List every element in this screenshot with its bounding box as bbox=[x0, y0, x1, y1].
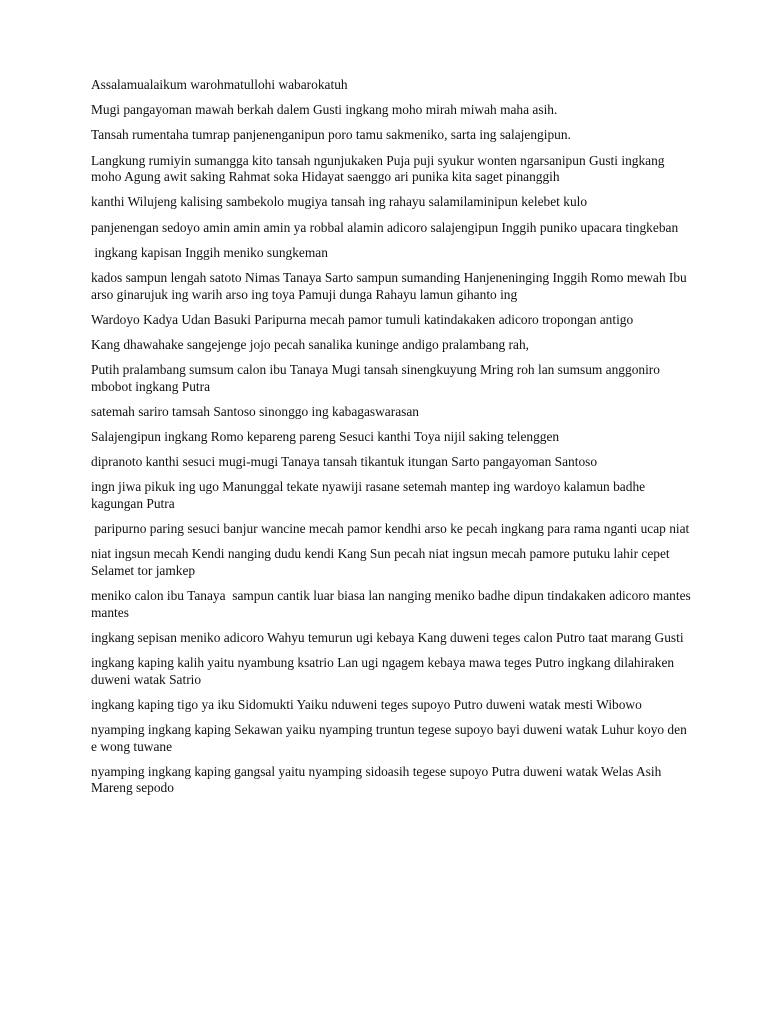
paragraph: ingkang kapisan Inggih meniko sungkeman bbox=[91, 244, 328, 260]
paragraph: niat ingsun mecah Kendi nanging dudu kendi Kang Sun pecah niat ingsun mecah pamore putuku lahir cepet Selamet tor jamkep bbox=[91, 546, 673, 578]
paragraph: dipranoto kanthi sesuci mugi-mugi Tanaya tansah tikantuk itungan Sarto pangayoman Santoso bbox=[91, 454, 598, 470]
paragraph: Tansah rumentaha tumrap panjenenganipun poro tamu sakmeniko, sarta ing salajengipun. bbox=[91, 127, 571, 143]
paragraph: ingkang kaping kalih yaitu nyambung ksatrio Lan ugi ngagem kebaya mawa teges Putro ingkang dilahiraken duweni watak Satrio bbox=[91, 655, 678, 687]
paragraph: Langkung rumiyin sumangga kito tansah ngunjukaken Puja puji syukur wonten ngarsanipun Gusti ingkang moho Agung awit saking Rahmat soka Hidayat saenggo ari punika kita saget pinanggih bbox=[91, 152, 668, 185]
paragraph: satemah sariro tamsah Santoso sinonggo ing kabagaswarasan bbox=[91, 403, 419, 419]
paragraph: nyamping ingkang kaping Sekawan yaiku nyamping truntun tegese supoyo bayi duweni watak Luhur koyo den e wong tuwane bbox=[91, 722, 691, 754]
paragraph: nyamping ingkang kaping gangsal yaitu nyamping sidoasih tegese supoyo Putra duweni watak Welas Asih Mareng sepodo bbox=[91, 763, 665, 796]
paragraph: Mugi pangayoman mawah berkah dalem Gusti ingkang moho mirah miwah maha asih. bbox=[91, 102, 558, 118]
paragraph-greeting: Assalamualaikum warohmatullohi wabarokatuh bbox=[91, 77, 348, 92]
paragraph: Putih pralambang sumsum calon ibu Tanaya Mugi tansah sinengkuyung Mring roh lan sumsum anggoniro mbobot ingkang Putra bbox=[91, 362, 664, 394]
paragraph: paripurno paring sesuci banjur wancine mecah pamor kendhi arso ke pecah ingkang para rama nganti ucap niat bbox=[91, 521, 690, 537]
paragraph: ingkang sepisan meniko adicoro Wahyu temurun ugi kebaya Kang duweni teges calon Putro taat marang Gusti bbox=[91, 629, 684, 645]
paragraph: kados sampun lengah satoto Nimas Tanaya Sarto sampun sumanding Hanjeneninging Inggih Romo mewah Ibu arso ginarujuk ing warih arso ing toya Pamuji dunga Rahayu lamun gihanto ing bbox=[91, 269, 691, 302]
paragraph: meniko calon ibu Tanaya sampun cantik luar biasa lan nanging meniko badhe dipun tindakaken adicoro mantes mantes bbox=[91, 588, 695, 620]
paragraph: ingn jiwa pikuk ing ugo Manunggal tekate nyawiji rasane setemah mantep ing wardoyo kalamun badhe kagungan Putra bbox=[91, 479, 649, 511]
paragraph: kanthi Wilujeng kalising sambekolo mugiya tansah ing rahayu salamilaminipun kelebet kulo bbox=[91, 194, 588, 210]
paragraph: panjenengan sedoyo amin amin amin ya robbal alamin adicoro salajengipun Inggih puniko upacara tingkeban bbox=[91, 219, 679, 235]
paragraph: Kang dhawahake sangejenge jojo pecah sanalika kuninge andigo pralambang rah, bbox=[91, 336, 530, 352]
paragraph: ingkang kaping tigo ya iku Sidomukti Yaiku nduweni teges supoyo Putro duweni watak mesti Wibowo bbox=[91, 696, 642, 712]
document-page bbox=[91, 77, 695, 806]
paragraph: Salajengipun ingkang Romo kepareng pareng Sesuci kanthi Toya nijil saking telenggen bbox=[91, 429, 560, 445]
paragraph: Wardoyo Kadya Udan Basuki Paripurna mecah pamor tumuli katindakaken adicoro tropongan antigo bbox=[91, 311, 634, 327]
